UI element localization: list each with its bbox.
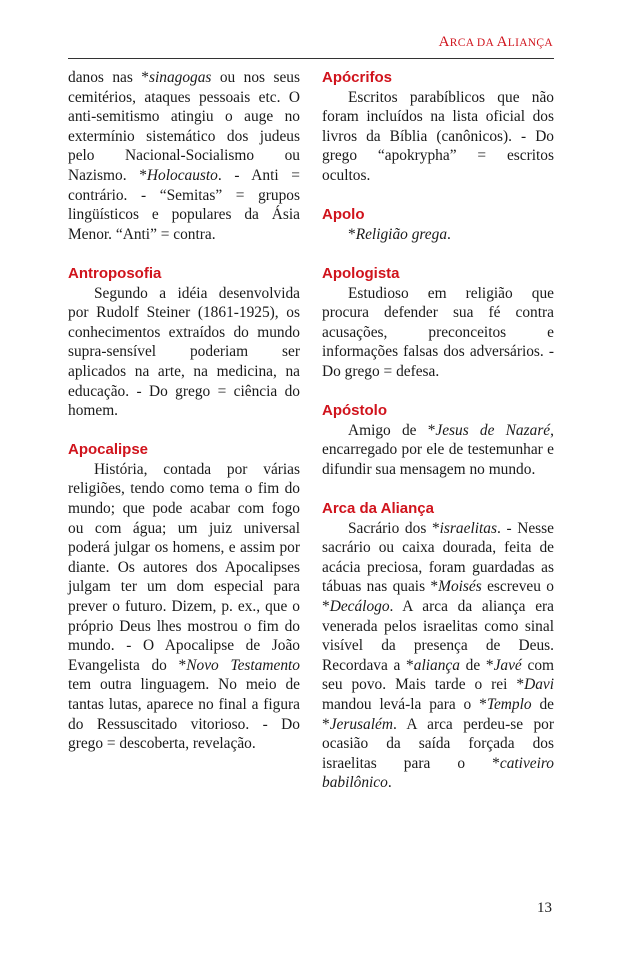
- entry-term-apocrifos: Apócrifos: [322, 69, 393, 86]
- entry-definition-apocalipse: História, contada por várias religiões, tendo como tema o fim do mundo; que pode acabar com fogo ou com água; um juiz universal poderá julgar os homens, e assim por diante. Os autores dos Apocalipses julgam ter um dom especial para prever o futuro. Dizem, p. ex., que o próprio Deus lhes mostrou o fim do mundo. - O Apocalipse de João Evangelista do *Novo Testamento tem outra linguagem. No meio de tantas lutas, aparece no final a figura do Ressuscitado vitorioso. - Do grego = descoberta, revelação.: [68, 460, 300, 753]
- entry-definition-apologista: Estudioso em religião que procura defender sua fé contra acusações, preconceitos e informações falsas dos adversários. - Do grego = defesa.: [322, 284, 554, 380]
- entry-definition-apolo: *Religião grega.: [348, 225, 451, 243]
- page-number: 13: [537, 900, 552, 916]
- entry-term-antroposofia: Antroposofia: [68, 264, 162, 282]
- continuation-paragraph: danos nas *sinagogas ou nos seus cemitérios, ataques pessoais etc. O anti-semitismo atingiu o auge no extermínio sistemático dos judeus pelo Nacional-Socialismo ou Nazismo. *Holocausto. - Anti = contrário. - “Semitas” = grupos lingüísticos e populares da Ásia Menor. “Anti” = contra.: [68, 69, 300, 243]
- entry-definition-antroposofia: Segundo a idéia desenvolvida por Rudolf Steiner (1861-1925), os conhecimentos extraídos do mundo supra-sensível poderiam ser aplicados na arte, na medicina, na educação. - Do grego = ciência do homem.: [68, 284, 300, 420]
- entry-term-apologista: Apologista: [322, 264, 400, 282]
- entry-definition-arca-da-alianca: Sacrário dos *israelitas. - Nesse sacrário ou caixa dourada, feita de acácia preciosa, foram guardadas as tábuas nas quais *Moisés escreveu o *Decálogo. A arca da aliança era venerada pelos israelitas como sinal visível da presença de Deus. Recordava a *aliança de *Javé com seu povo. Mais tarde o rei *Davi mandou levá-la para o *Templo de *Jerusalém. A arca perdeu-se por ocasião da saída forçada dos israelitas para o *cativeiro babilônico.: [322, 519, 554, 792]
- entry-term-apolo: Apolo: [322, 206, 365, 224]
- right-column: [322, 68, 554, 793]
- entry-term-apostolo: Apóstolo: [322, 402, 387, 420]
- entry-term-apocalipse: Apocalipse: [68, 441, 149, 459]
- entry-definition-apostolo: Amigo de *Jesus de Nazaré, encarregado por ele de testemunhar e difundir sua mensagem no mundo.: [322, 421, 554, 478]
- left-column: [68, 68, 300, 754]
- entry-term-arca-da-alianca: Arca da Aliança: [322, 500, 434, 518]
- running-header: ARCA DA ALIANÇA: [438, 34, 553, 50]
- header-rule: [68, 58, 554, 59]
- entry-definition-apocrifos: Escritos parabíblicos que não foram incluídos na lista oficial dos livros da Bíblia (canônicos). - Do grego “apokrypha” = escritos ocultos.: [322, 88, 554, 184]
